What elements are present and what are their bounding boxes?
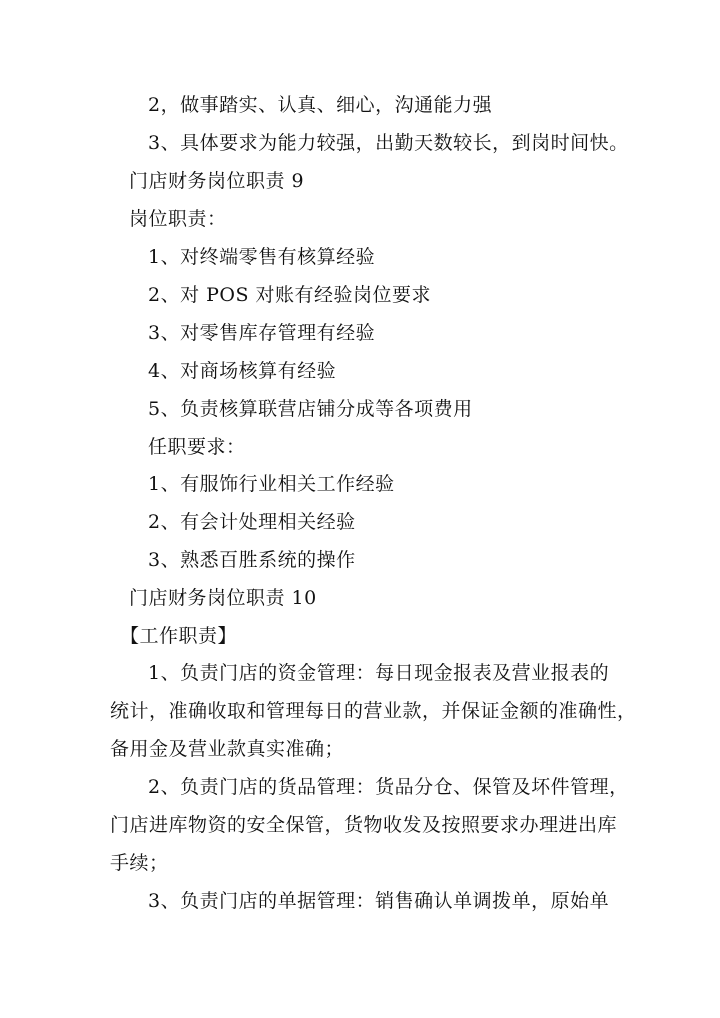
paragraph-line: 手续； <box>110 852 169 874</box>
section-heading: 门店财务岗位职责 10 <box>129 587 317 609</box>
subheading: 任职要求： <box>148 436 246 458</box>
text-line: 2，做事踏实、认真、细心，沟通能力强 <box>148 94 493 116</box>
paragraph-line: 2、负责门店的货品管理：货品分仓、保管及坏件管理， <box>148 776 629 798</box>
list-item: 3、对零售库存管理有经验 <box>148 322 376 344</box>
list-item: 1、有服饰行业相关工作经验 <box>148 473 395 495</box>
list-item: 4、对商场核算有经验 <box>148 360 337 382</box>
list-item: 5、负责核算联营店铺分成等各项费用 <box>148 398 473 420</box>
section-heading: 门店财务岗位职责 9 <box>129 170 305 192</box>
text-line: 3、具体要求为能力较强，出勤天数较长，到岗时间快。 <box>148 132 629 154</box>
paragraph-line: 备用金及营业款真实准确； <box>110 738 345 760</box>
paragraph-line: 门店进库物资的安全保管，货物收发及按照要求办理进出库 <box>110 814 618 836</box>
paragraph-line: 1、负责门店的资金管理：每日现金报表及营业报表的 <box>148 662 610 684</box>
subheading: 【工作职责】 <box>120 625 238 647</box>
list-item: 2、有会计处理相关经验 <box>148 511 356 533</box>
paragraph-line: 统计，准确收取和管理每日的营业款，并保证金额的准确性， <box>110 700 637 722</box>
subheading: 岗位职责： <box>129 208 227 230</box>
list-item: 2、对 POS 对账有经验岗位要求 <box>148 284 432 306</box>
list-item: 1、对终端零售有核算经验 <box>148 246 376 268</box>
paragraph-line: 3、负责门店的单据管理：销售确认单调拨单，原始单 <box>148 890 610 912</box>
list-item: 3、熟悉百胜系统的操作 <box>148 549 356 571</box>
